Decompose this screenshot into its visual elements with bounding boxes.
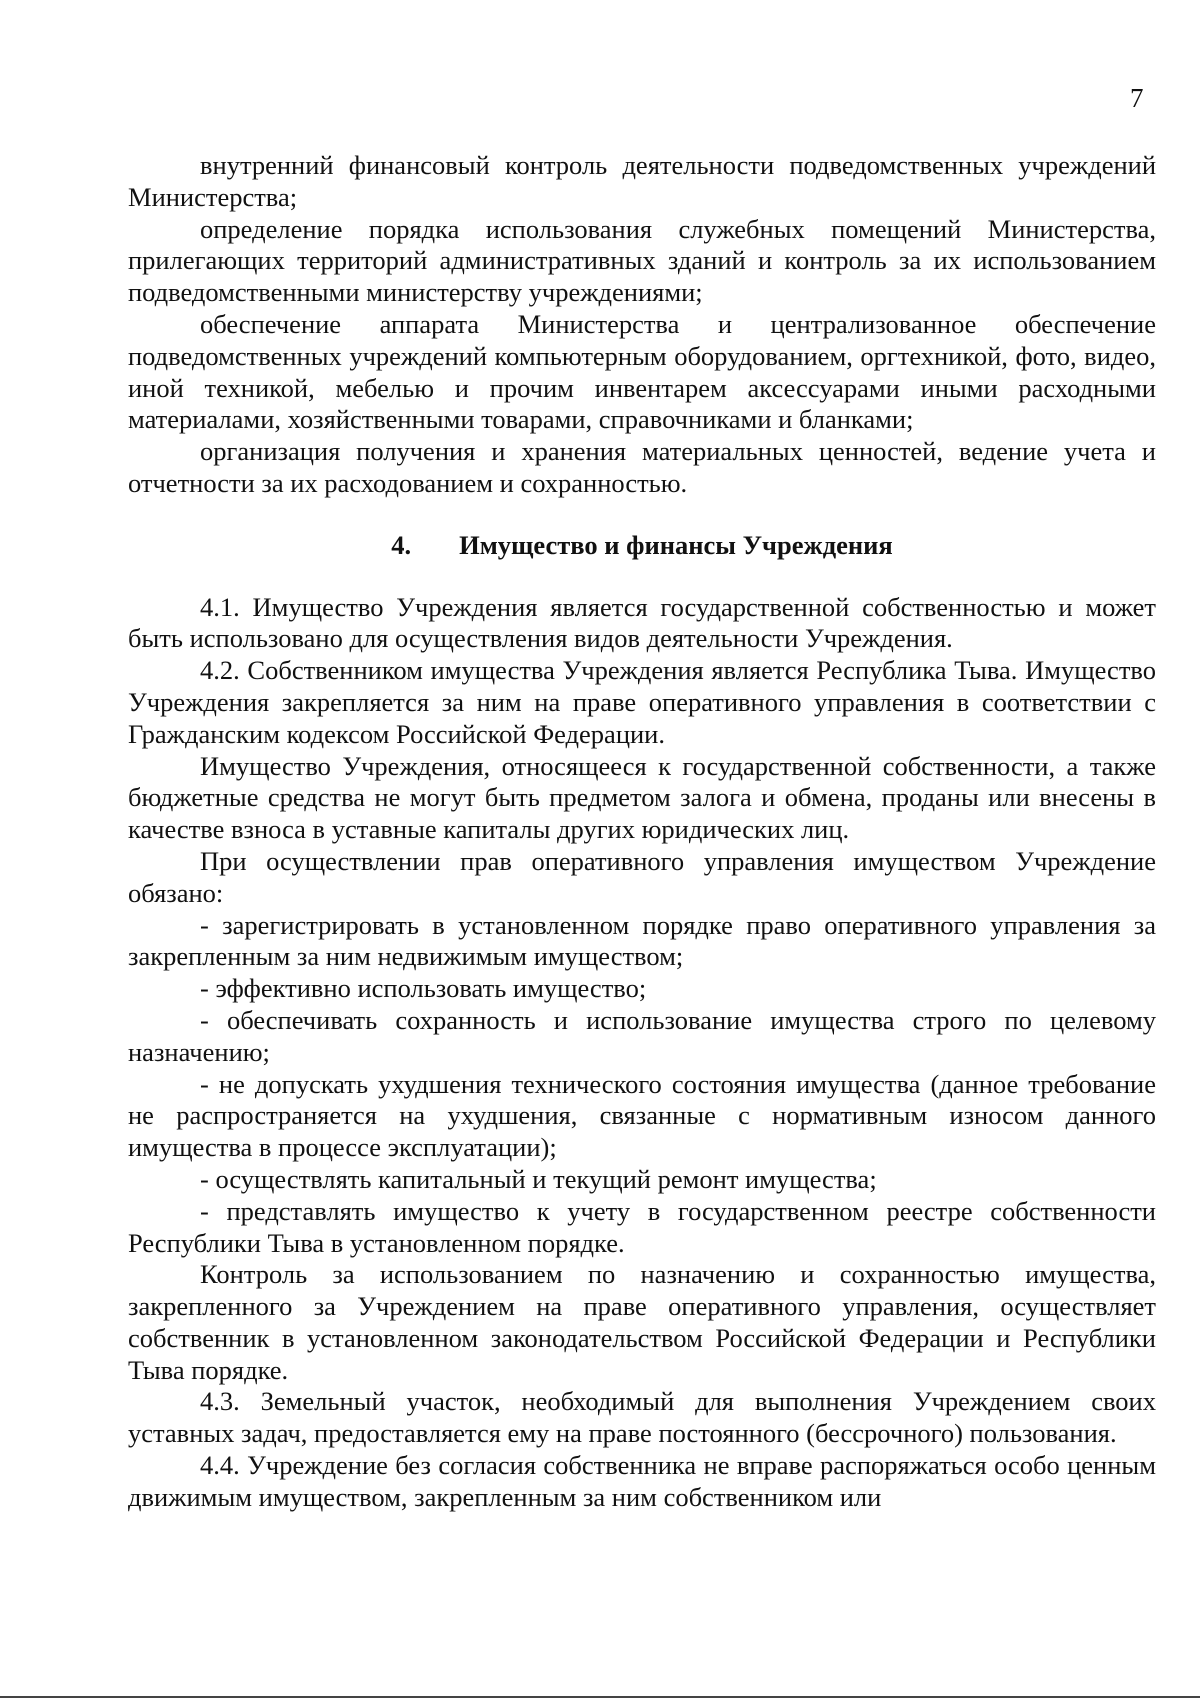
- list-item: - представлять имущество к учету в государственном реестре собственности Республики Тыва в установленном порядке.: [128, 1195, 1156, 1258]
- list-item: - обеспечивать сохранность и использование имущества строго по целевому назначению;: [128, 1004, 1156, 1067]
- paragraph: определение порядка использования служебных помещений Министерства, прилегающих территорий административных зданий и контроль за их использованием подведомственными министерству учреждениями;: [128, 213, 1156, 308]
- paragraph: Контроль за использованием по назначению и сохранностью имущества, закрепленного за Учреждением на праве оперативного управления, осуществляет собственник в установленном законодательством Российской Федерации и Республики Тыва порядке.: [128, 1259, 1156, 1385]
- paragraph: 4.2. Собственником имущества Учреждения является Республика Тыва. Имущество Учреждения закрепляется за ним на праве оперативного управления в соответствии с Гражданским кодексом Российской Федерации.: [128, 655, 1156, 749]
- page-number: 7: [1130, 83, 1144, 113]
- paragraph: 4.1. Имущество Учреждения является государственной собственностью и может быть использовано для осуществления видов деятельности Учреждения.: [128, 591, 1156, 654]
- list-item: - зарегистрировать в установленном порядке право оперативного управления за закрепленным за ним недвижимым имуществом;: [128, 909, 1156, 972]
- paragraph: При осуществлении прав оперативного управления имуществом Учреждение обязано:: [128, 845, 1156, 908]
- list-item: - осуществлять капитальный и текущий ремонт имущества;: [200, 1163, 877, 1194]
- list-item: - не допускать ухудшения технического состояния имущества (данное требование не распространяется на ухудшения, связанные с нормативным износом данного имущества в процессе эксплуатации);: [128, 1068, 1156, 1163]
- paragraph: Имущество Учреждения, относящееся к государственной собственности, а также бюджетные средства не могут быть предметом залога и обмена, проданы или внесены в качестве взноса в уставные капиталы других юридических лиц.: [128, 750, 1156, 845]
- paragraph: 4.3. Земельный участок, необходимый для выполнения Учреждением своих уставных задач, предоставляется ему на праве постоянного (бессрочного) пользования.: [128, 1386, 1156, 1449]
- section-title: Имущество и финансы Учреждения: [459, 529, 893, 560]
- paragraph: обеспечение аппарата Министерства и централизованное обеспечение подведомственных учреждений компьютерным оборудованием, оргтехникой, фото, видео, иной техникой, мебелью и прочим инвентарем аксессуарами иными расходными материалами, хозяйственными товарами, справочниками и бланками;: [128, 308, 1156, 435]
- section-number: 4.: [391, 529, 412, 560]
- paragraph: внутренний финансовый контроль деятельности подведомственных учреждений Министерства;: [128, 150, 1156, 212]
- paragraph: 4.4. Учреждение без согласия собственника не вправе распоряжаться особо ценным движимым имуществом, закрепленным за ним собственником или: [128, 1450, 1156, 1512]
- section-heading: [128, 530, 1156, 562]
- paragraph: организация получения и хранения материальных ценностей, ведение учета и отчетности за их расходованием и сохранностью.: [128, 436, 1156, 498]
- document-body: [128, 150, 1156, 1514]
- bottom-scan-edge: [0, 1696, 1200, 1698]
- list-item: - эффективно использовать имущество;: [200, 973, 647, 1004]
